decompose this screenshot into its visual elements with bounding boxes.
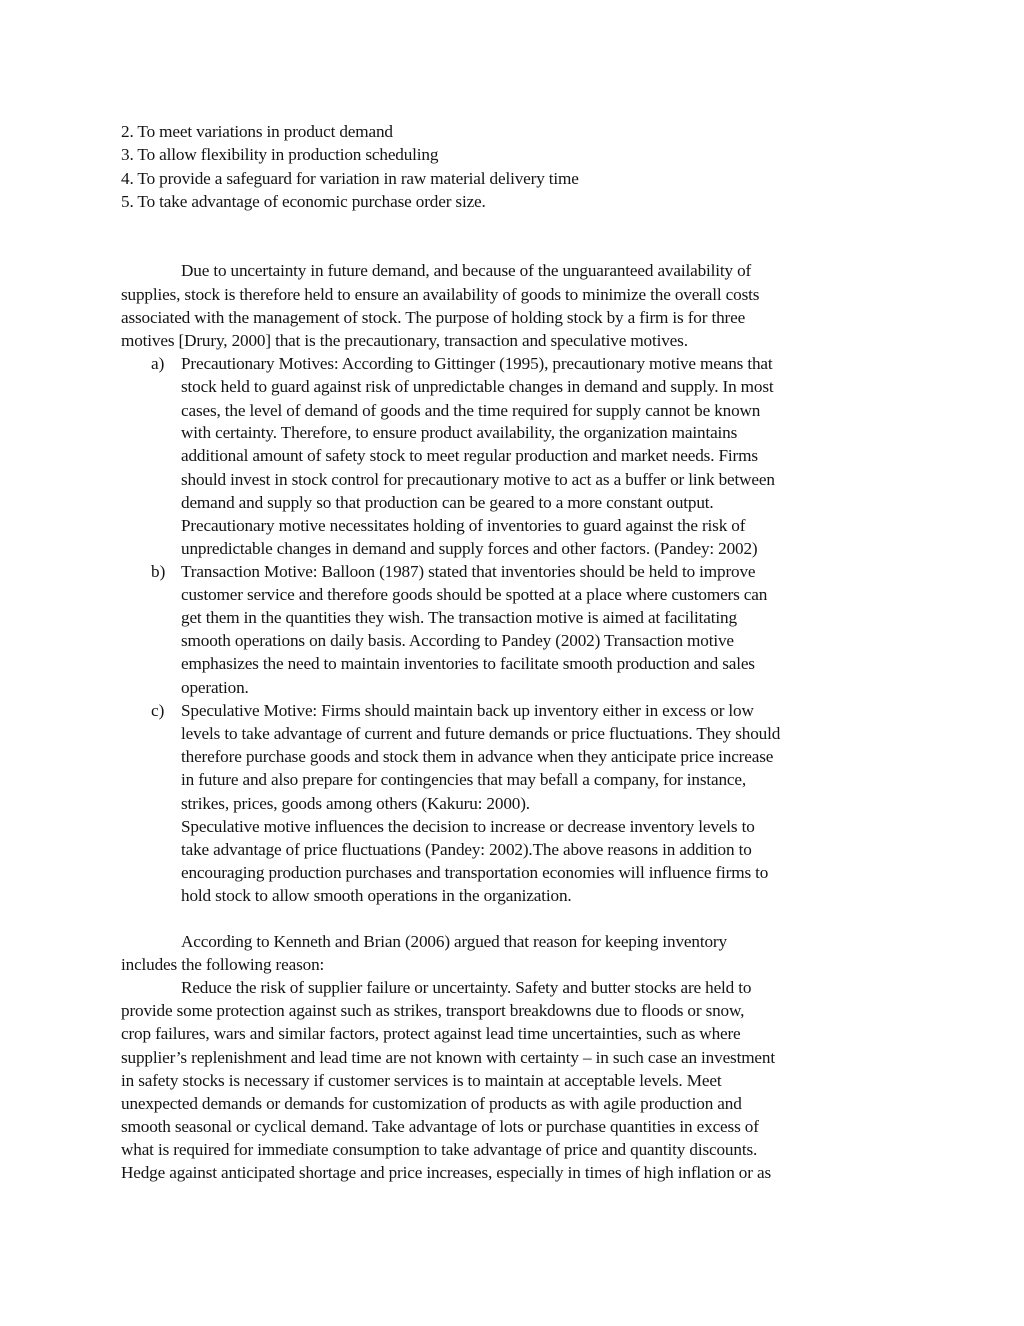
list-marker: c) (151, 701, 165, 720)
motive-line: Precautionary Motives: According to Gittinger (1995), precautionary motive means that (181, 354, 773, 373)
paragraph-line: Reduce the risk of supplier failure or uncertainty. Safety and butter stocks are held to (181, 978, 752, 997)
motive-line: customer service and therefore goods should be spotted at a place where customers can (181, 585, 768, 604)
paragraph-line: According to Kenneth and Brian (2006) argued that reason for keeping inventory (181, 932, 727, 951)
motive-line: take advantage of price fluctuations (Pandey: 2002).The above reasons in addition to (181, 840, 752, 859)
motive-line: demand and supply so that production can be geared to a more constant output. (181, 493, 714, 512)
motive-line: therefore purchase goods and stock them in advance when they anticipate price increase (181, 747, 774, 766)
paragraph-line: supplier’s replenishment and lead time are not known with certainty – in such case an investment (121, 1048, 775, 1067)
paragraph-line: motives [Drury, 2000] that is the precautionary, transaction and speculative motives. (121, 331, 688, 350)
paragraph-line: in safety stocks is necessary if customer services is to maintain at acceptable levels. Meet (121, 1071, 722, 1090)
list-marker: b) (151, 562, 166, 581)
list-item: 3. To allow flexibility in production scheduling (121, 145, 439, 164)
paragraph-line: includes the following reason: (121, 955, 325, 974)
motive-line: smooth operations on daily basis. According to Pandey (2002) Transaction motive (181, 631, 734, 650)
paragraph-line: what is required for immediate consumption to take advantage of price and quantity discounts. (121, 1140, 758, 1159)
motive-line: cases, the level of demand of goods and the time required for supply cannot be known (181, 401, 761, 420)
motive-line: in future and also prepare for contingencies that may befall a company, for instance, (181, 770, 747, 789)
motive-line: additional amount of safety stock to meet regular production and market needs. Firms (181, 446, 758, 465)
list-item: 2. To meet variations in product demand (121, 122, 393, 141)
paragraph-line: provide some protection against such as strikes, transport breakdowns due to floods or snow, (121, 1001, 745, 1020)
motive-line: with certainty. Therefore, to ensure product availability, the organization maintains (181, 423, 738, 442)
paragraph-line: crop failures, wars and similar factors, protect against lead time uncertainties, such as where (121, 1024, 741, 1043)
motive-line: encouraging production purchases and transportation economies will influence firms to (181, 863, 769, 882)
motive-line: stock held to guard against risk of unpredictable changes in demand and supply. In most (181, 377, 774, 396)
motive-line: emphasizes the need to maintain inventories to facilitate smooth production and sales (181, 654, 755, 673)
motive-line: Precautionary motive necessitates holding of inventories to guard against the risk of (181, 516, 746, 535)
motive-line: Speculative motive influences the decision to increase or decrease inventory levels to (181, 817, 755, 836)
paragraph-line: associated with the management of stock. The purpose of holding stock by a firm is for three (121, 308, 746, 327)
motive-line: get them in the quantities they wish. The transaction motive is aimed at facilitating (181, 608, 737, 627)
paragraph-line: smooth seasonal or cyclical demand. Take advantage of lots or purchase quantities in excess of (121, 1117, 759, 1136)
list-item: 5. To take advantage of economic purchase order size. (121, 192, 486, 211)
motive-line: strikes, prices, goods among others (Kakuru: 2000). (181, 794, 530, 813)
motive-line: Transaction Motive: Balloon (1987) stated that inventories should be held to improve (181, 562, 756, 581)
paragraph-line: Hedge against anticipated shortage and price increases, especially in times of high inflation or as (121, 1163, 771, 1182)
motive-line: Speculative Motive: Firms should maintain back up inventory either in excess or low (181, 701, 754, 720)
motive-line: operation. (181, 678, 249, 697)
paragraph-line: unexpected demands or demands for customization of products as with agile production and (121, 1094, 742, 1113)
paragraph-line: Due to uncertainty in future demand, and because of the unguaranteed availability of (181, 261, 752, 280)
list-item: 4. To provide a safeguard for variation in raw material delivery time (121, 169, 579, 188)
paragraph-line: supplies, stock is therefore held to ensure an availability of goods to minimize the overall costs (121, 285, 760, 304)
motive-line: hold stock to allow smooth operations in the organization. (181, 886, 572, 905)
motive-line: should invest in stock control for precautionary motive to act as a buffer or link between (181, 470, 775, 489)
motive-line: unpredictable changes in demand and supply forces and other factors. (Pandey: 2002) (181, 539, 758, 558)
list-marker: a) (151, 354, 165, 373)
motive-line: levels to take advantage of current and future demands or price fluctuations. They should (181, 724, 781, 743)
